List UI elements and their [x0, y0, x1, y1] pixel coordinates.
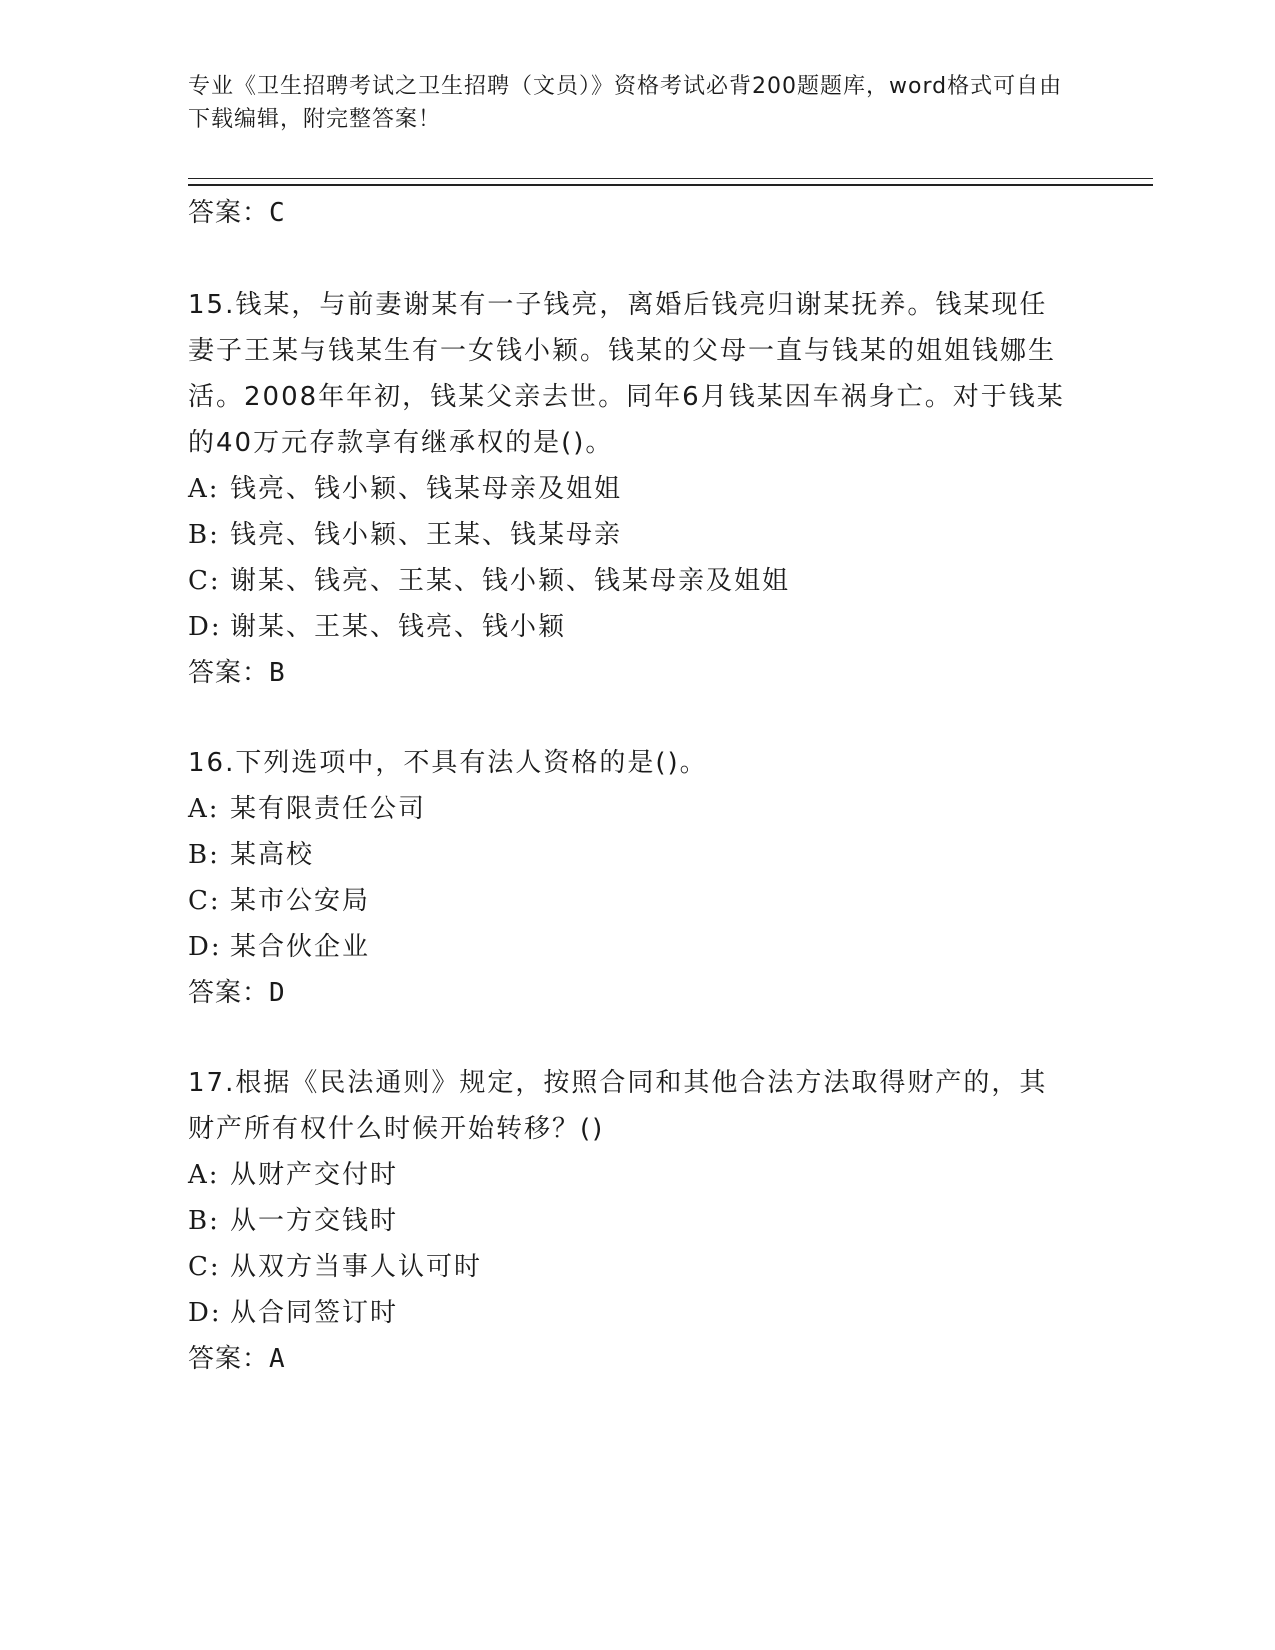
question-text: 17.根据《民法通则》规定，按照合同和其他合法方法取得财产的，其财产所有权什么时候开始转移？()	[188, 1068, 1048, 1144]
page-header: 专业《卫生招聘考试之卫生招聘（文员）》资格考试必背200题题库，word格式可自由下载编辑，附完整答案！	[188, 74, 1063, 132]
answer-value: D	[269, 978, 286, 1008]
option-key: C:	[188, 566, 221, 596]
option-text: 钱亮、钱小颖、王某、钱某母亲	[230, 520, 623, 550]
option-a	[188, 786, 1088, 832]
option-key: C:	[188, 886, 221, 916]
option-d	[188, 1290, 1088, 1336]
answer-value: B	[269, 658, 286, 688]
option-key: A:	[188, 1160, 220, 1190]
option-text: 从双方当事人认可时	[230, 1252, 483, 1282]
option-text: 钱亮、钱小颖、钱某母亲及姐姐	[230, 474, 623, 504]
question-block	[188, 740, 1088, 1016]
document-body	[188, 190, 1088, 1382]
option-text: 某市公安局	[230, 886, 371, 916]
option-key: D:	[188, 612, 222, 642]
option-text: 从财产交付时	[230, 1160, 399, 1190]
answer-label: 答案：	[188, 1344, 270, 1374]
option-text: 某合伙企业	[230, 932, 371, 962]
option-b	[188, 512, 1088, 558]
option-key: A:	[188, 794, 220, 824]
option-key: B:	[188, 840, 220, 870]
question-text: 15.钱某，与前妻谢某有一子钱亮，离婚后钱亮归谢某抚养。钱某现任妻子王某与钱某生有一女钱小颖。钱某的父母一直与钱某的姐姐钱娜生活。2008年年初，钱某父亲去世。同年6月钱某因车祸身亡。对于钱某的40万元存款享有继承权的是()。	[188, 290, 1065, 458]
option-d	[188, 924, 1088, 970]
option-key: B:	[188, 520, 220, 550]
answer-line	[188, 190, 1088, 236]
option-text: 从合同签订时	[230, 1298, 399, 1328]
option-text: 谢某、钱亮、王某、钱小颖、钱某母亲及姐姐	[230, 566, 791, 596]
answer-line	[188, 1336, 1088, 1382]
option-b	[188, 832, 1088, 878]
option-key: D:	[188, 932, 222, 962]
option-d	[188, 604, 1088, 650]
option-key: D:	[188, 1298, 222, 1328]
option-a	[188, 1152, 1088, 1198]
answer-value: C	[269, 198, 286, 228]
answer-label: 答案：	[188, 198, 270, 228]
option-text: 谢某、王某、钱亮、钱小颖	[230, 612, 567, 642]
header-divider	[188, 178, 1153, 186]
question-text: 16.下列选项中，不具有法人资格的是()。	[188, 748, 708, 778]
answer-label: 答案：	[188, 658, 270, 688]
question-block	[188, 282, 1088, 696]
option-key: A:	[188, 474, 220, 504]
option-key: C:	[188, 1252, 221, 1282]
answer-value: A	[269, 1344, 286, 1374]
answer-label: 答案：	[188, 978, 270, 1008]
option-c	[188, 558, 1088, 604]
answer-line	[188, 970, 1088, 1016]
question-block	[188, 1060, 1088, 1382]
option-text: 某高校	[230, 840, 315, 870]
option-a	[188, 466, 1088, 512]
option-key: B:	[188, 1206, 220, 1236]
answer-line	[188, 650, 1088, 696]
option-text: 某有限责任公司	[230, 794, 427, 824]
option-c	[188, 1244, 1088, 1290]
option-b	[188, 1198, 1088, 1244]
option-c	[188, 878, 1088, 924]
option-text: 从一方交钱时	[230, 1206, 399, 1236]
